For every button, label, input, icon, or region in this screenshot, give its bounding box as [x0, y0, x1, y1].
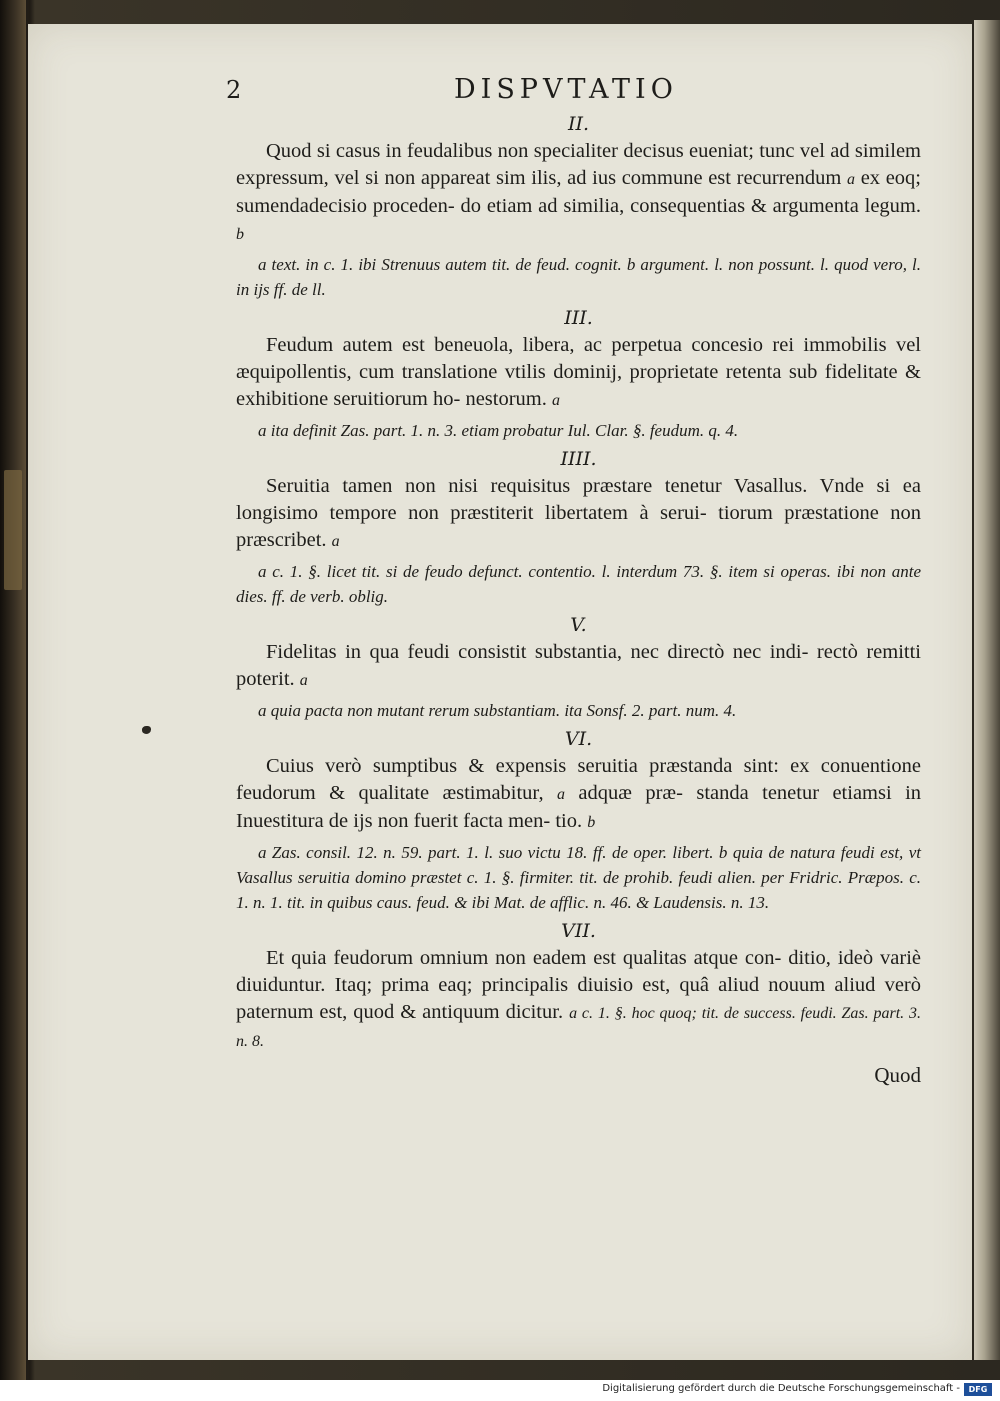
inline-footnote: a c. 1. §. hoc quoq; tit. de success. feudi. Zas. part. 3. n. 8. [236, 1005, 922, 1050]
section-text: Feudum autem est beneuola, libera, ac perpetua concesio rei immobilis vel æquipollentis, cum translatione vtilis dominij, proprietate retenta sub fidelitate & exhibitione seruitiorum ho- nestorum. a [236, 334, 921, 410]
running-title: DISPVTATIO [454, 74, 678, 105]
footnote: a c. 1. §. licet tit. si de feudo defunct. contentio. l. interdum 73. §. item si operas. ibi non ante dies. ff. de verb. oblig. [236, 562, 921, 606]
ink-blot [142, 726, 151, 734]
section-number: IIII. [560, 448, 597, 470]
footnote-ref: a [331, 533, 340, 550]
section-text: Cuius verò sumptibus & expensis seruitia præstanda sint: ex conuentione feudorum & qualitate æstimabitur, a adquæ præ- standa tenetur etiamsi in Inuestitura de ijs non fuerit facta men- tio. b [236, 755, 922, 832]
section-number: III. [564, 307, 593, 329]
section-text: Seruitia tamen non nisi requisitus præstare tenetur Vasallus. Vnde si ea longisimo tempore non præstiterit libertatem à serui- tiorum præstatione non præscribet. a [236, 475, 921, 551]
footnote-ref: a [299, 672, 308, 689]
footer-credit: Digitalisierung gefördert durch die Deutsche Forschungsgemeinschaft - [602, 1383, 960, 1394]
section-text: Et quia feudorum omnium non eadem est qualitas atque con- ditio, ideò variè diuiduntur. Itaq; prima eaq; principalis diuisio est, quâ aliud nouum aliud verò paternum est, quod & antiquum dicitur. a c. 1. §. hoc quoq; tit. de success. feudi. Zas. part. 3. n. 8. Quod [236, 947, 922, 1087]
footnote: a text. in c. 1. ibi Strenuus autem tit. de feud. cognit. b argument. l. non possunt. l. quod vero, l. in ijs ff. de ll. [236, 255, 921, 299]
section-text: Quod si casus in feudalibus non specialiter decisus eueniat; tunc vel ad similem expressum, vel si non appareat sim ilis, ad ius commune est recurrendum a ex eoq; sumendadecisio proceden- do etiam ad similia, consequentias & argumenta legum. b [236, 140, 922, 243]
footnote-ref: a [847, 171, 856, 188]
binding-tab [4, 470, 22, 590]
page-number: 2 [226, 76, 242, 104]
section-number: VII. [561, 920, 596, 942]
section-number: VI. [564, 728, 593, 750]
footnote-ref: b [587, 814, 596, 831]
footnote-ref: b [236, 226, 244, 243]
footnote-ref: a [552, 392, 560, 409]
section-number: II. [567, 113, 590, 135]
footer-bar [0, 1380, 1000, 1401]
page-edge [974, 20, 1000, 1360]
footnote-ref: a [557, 786, 565, 803]
footnote: a ita definit Zas. part. 1. n. 3. etiam probatur Iul. Clar. §. feudum. q. 4. [258, 421, 739, 440]
page-header [226, 70, 921, 110]
book-binding [0, 0, 26, 1380]
footnote: a quia pacta non mutant rerum substantiam. ita Sonsf. 2. part. num. 4. [258, 701, 737, 720]
section-text: Fidelitas in qua feudi consistit substantia, nec directò nec indi- rectò remitti poterit. a [236, 641, 921, 690]
catchword: Quod [874, 1063, 921, 1087]
section-number: V. [570, 614, 587, 636]
footnote: a Zas. consil. 12. n. 59. part. 1. l. suo victu 18. ff. de oper. libert. b quia de natura feudi est, vt Vasallus seruitia domino præstet c. 1. §. firmiter. tit. de prohib. feudi alien. per Fridric. Præpos. c. 1. n. 1. tit. in quibus caus. feud. & ibi Mat. de afflic. n. 46. & Laudensis. n. 13. [236, 843, 921, 912]
dfg-logo[interactable]: DFG [964, 1383, 992, 1396]
page-content [226, 70, 922, 1087]
